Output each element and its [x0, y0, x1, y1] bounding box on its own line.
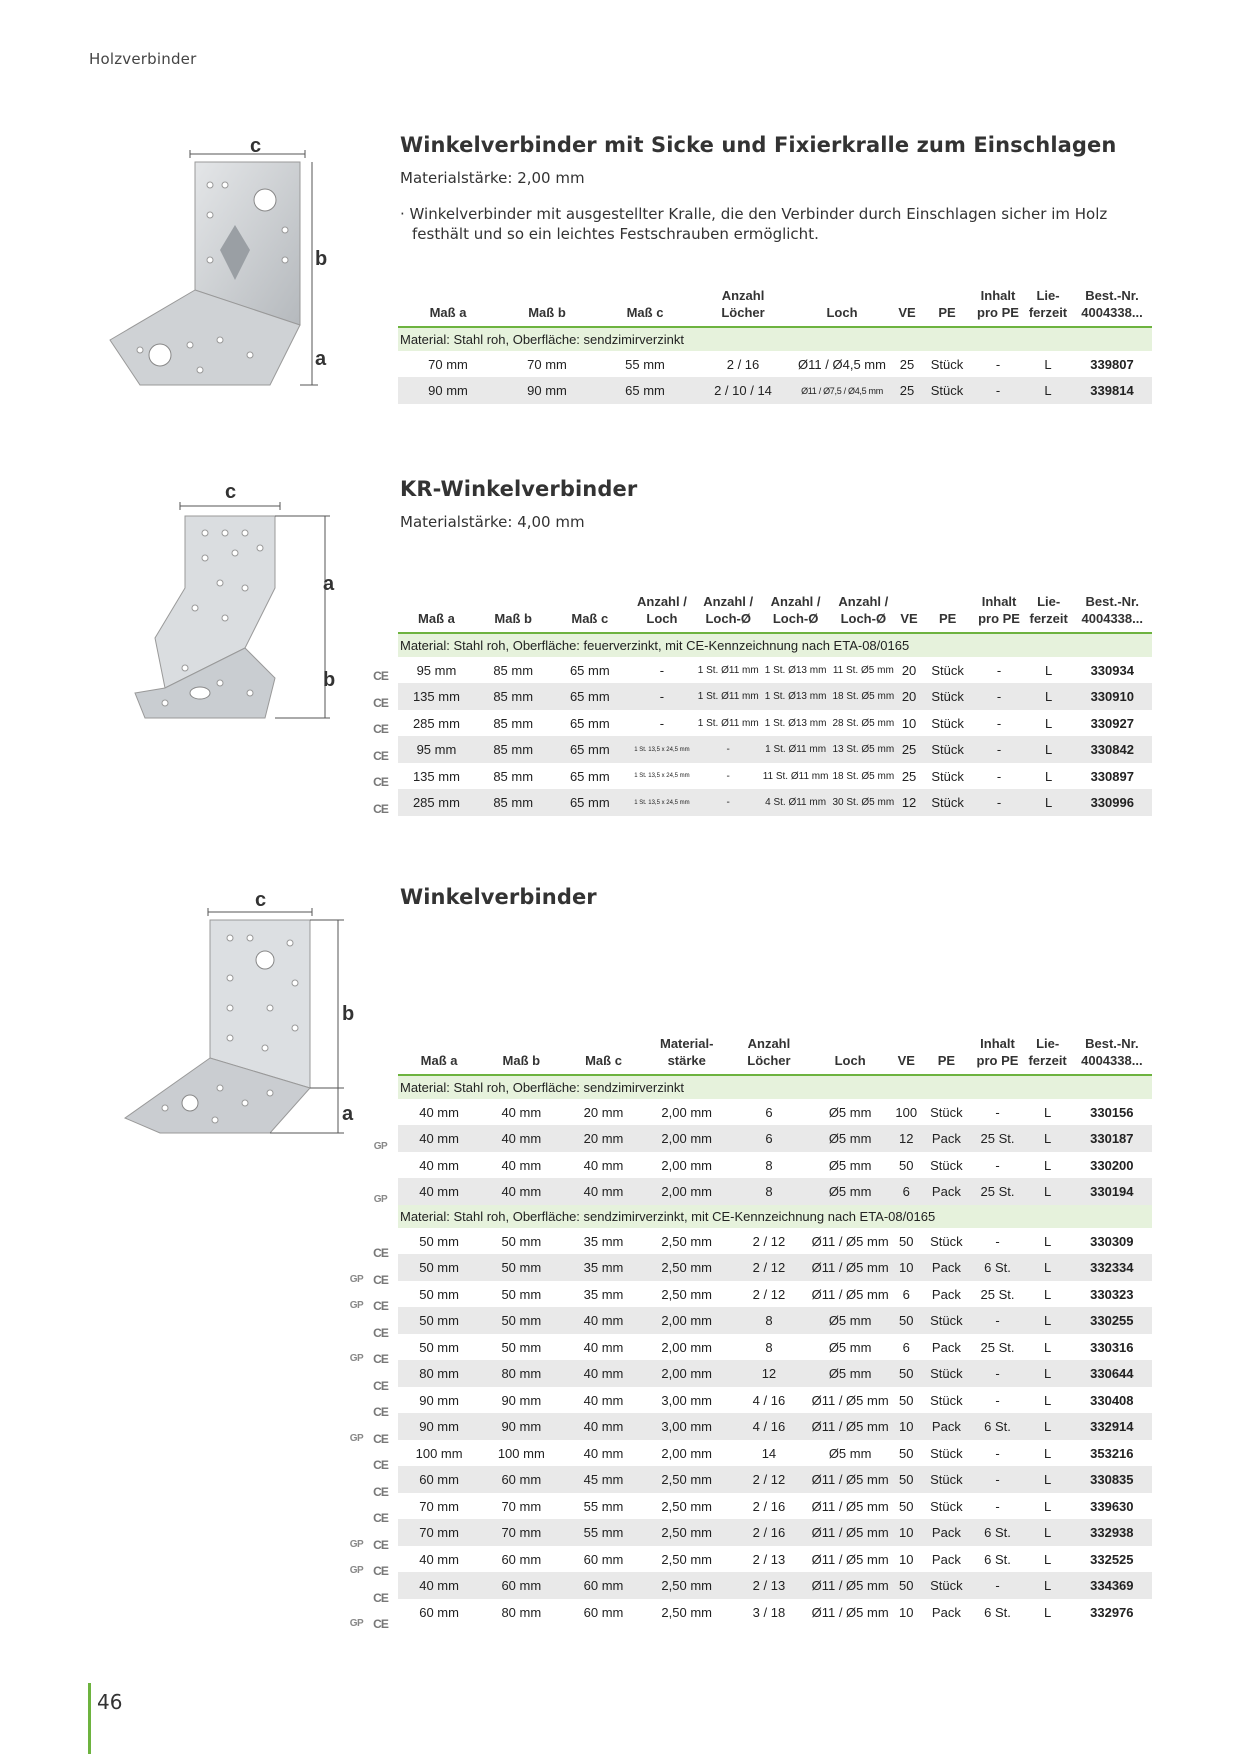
table-row: 285 mm 85 mm 65 mm 1 St. 13,5 x 24,5 mm - 4 St. Ø11 mm 30 St. Ø5 mm 12 Stück - L 330996	[398, 789, 1152, 816]
section-title: Winkelverbinder mit Sicke und Fixierkralle zum Einschlagen	[400, 133, 1117, 157]
section-1	[400, 133, 1152, 244]
ce-icon: CE	[373, 1405, 388, 1419]
material-row: Material: Stahl roh, Oberfläche: feuerverzinkt, mit CE-Kennzeichnung nach ETA-08/0165	[398, 633, 1152, 657]
table-row: 70 mm 70 mm 55 mm 2 / 16 Ø11 / Ø4,5 mm 25 Stück - L 339807	[428, 356, 1134, 372]
table-row: 70 mm 70 mm 55 mm 2,50 mm 2 / 16 Ø11 / Ø5 mm 10 Pack 6 St. L 332938	[398, 1519, 1152, 1546]
dim-label-b: b	[323, 669, 336, 691]
dim-label-a: a	[342, 1103, 354, 1125]
dim-label-c: c	[250, 140, 262, 157]
ce-icon: CE	[373, 1538, 388, 1552]
gp-icon: GP	[349, 1300, 364, 1311]
dim-label-b: b	[342, 1003, 355, 1025]
table-row: 95 mm 85 mm 65 mm 1 St. 13,5 x 24,5 mm - 1 St. Ø11 mm 13 St. Ø5 mm 25 Stück - L 330842	[398, 736, 1152, 763]
ce-icon: CE	[373, 1458, 388, 1472]
ce-icon: CE	[373, 1273, 388, 1287]
table-row: 135 mm 85 mm 65 mm - 1 St. Ø11 mm 1 St. Ø13 mm 18 St. Ø5 mm 20 Stück - L 330910	[398, 683, 1152, 710]
table-row: 40 mm 40 mm 20 mm 2,00 mm 6 Ø5 mm 12 Pack 25 St. L 330187	[398, 1125, 1152, 1152]
material-thickness: Materialstärke: 2,00 mm	[400, 169, 585, 187]
table-row: 40 mm 60 mm 60 mm 2,50 mm 2 / 13 Ø11 / Ø5 mm 50 Stück - L 334369	[398, 1572, 1152, 1599]
table-row: 285 mm 85 mm 65 mm - 1 St. Ø11 mm 1 St. Ø13 mm 28 St. Ø5 mm 10 Stück - L 330927	[412, 715, 1134, 731]
ce-icon: CE	[373, 1299, 388, 1313]
table-header: Maß a Maß b Maß c Anzahl Löcher Loch VE PE Inhalt pro PE Lie- ferzeit Best.-Nr. 4004338...	[398, 288, 1152, 327]
product-image-winkelverbinder	[120, 888, 360, 1138]
table-header: Maß a Maß b Maß c Material- stärke Anzahl Löcher Loch VE PE Inhalt pro PE Lie- ferzeit Best.-Nr. 4004338...	[398, 1036, 1152, 1075]
ce-icon: CE	[373, 1591, 388, 1605]
table-row: 90 mm 90 mm 65 mm 2 / 10 / 14 Ø11 / Ø7,5 / Ø4,5 mm 25 Stück - L 339814	[398, 377, 1152, 404]
table-row: 95 mm 85 mm 65 mm - 1 St. Ø11 mm 1 St. Ø13 mm 11 St. Ø5 mm 20 Stück - L 330934	[416, 662, 1134, 678]
table-row: 50 mm 50 mm 40 mm 2,00 mm 8 Ø5 mm 6 Pack 25 St. L 330316	[419, 1339, 1134, 1355]
table-row: 50 mm 50 mm 40 mm 2,00 mm 8 Ø5 mm 50 Stück - L 330255	[398, 1307, 1152, 1334]
ce-icon: CE	[373, 696, 388, 710]
ce-icon: CE	[373, 1617, 388, 1631]
ce-icon: CE	[373, 1379, 388, 1393]
dim-label-a: a	[323, 573, 335, 595]
gp-icon: GP	[349, 1618, 364, 1629]
product-table-3	[398, 1036, 1152, 1625]
table-row: 60 mm 80 mm 60 mm 2,50 mm 3 / 18 Ø11 / Ø5 mm 10 Pack 6 St. L 332976	[419, 1604, 1134, 1620]
table-row: 60 mm 60 mm 45 mm 2,50 mm 2 / 12 Ø11 / Ø5 mm 50 Stück - L 330835	[398, 1466, 1152, 1493]
ce-icon: CE	[373, 802, 388, 816]
section-title: KR-Winkelverbinder	[400, 477, 638, 501]
section-3	[400, 885, 1152, 909]
ce-icon: CE	[373, 749, 388, 763]
table-row: 80 mm 80 mm 40 mm 2,00 mm 12 Ø5 mm 50 Stück - L 330644	[398, 1360, 1152, 1387]
ce-icon: CE	[373, 1352, 388, 1366]
product-table-1	[398, 288, 1152, 404]
ce-icon: CE	[373, 1485, 388, 1499]
ce-icon: CE	[373, 775, 388, 789]
ce-icon: CE	[373, 1246, 388, 1260]
table-row: 70 mm 70 mm 55 mm 2,50 mm 2 / 16 Ø11 / Ø5 mm 50 Stück - L 339630	[419, 1498, 1134, 1514]
dim-label-a: a	[315, 348, 327, 370]
running-head: Holzverbinder	[89, 50, 197, 68]
table-row: 40 mm 40 mm 20 mm 2,00 mm 6 Ø5 mm 100 Stück - L 330156	[419, 1104, 1134, 1120]
gp-icon: GP	[349, 1274, 364, 1285]
ce-icon: CE	[373, 1326, 388, 1340]
table-row: 90 mm 90 mm 40 mm 3,00 mm 4 / 16 Ø11 / Ø5 mm 10 Pack 6 St. L 332914	[398, 1413, 1152, 1440]
table-row: 90 mm 90 mm 40 mm 3,00 mm 4 / 16 Ø11 / Ø5 mm 50 Stück - L 330408	[419, 1392, 1134, 1408]
table-row: 40 mm 40 mm 40 mm 2,00 mm 8 Ø5 mm 6 Pack 25 St. L 330194	[398, 1178, 1152, 1205]
gp-icon: GP	[373, 1194, 388, 1205]
section-title: Winkelverbinder	[400, 885, 597, 909]
ce-icon: CE	[373, 1564, 388, 1578]
material-row: Material: Stahl roh, Oberfläche: sendzimirverzinkt, mit CE-Kennzeichnung nach ETA-08/0165	[398, 1205, 1152, 1228]
table-row: 50 mm 50 mm 35 mm 2,50 mm 2 / 12 Ø11 / Ø5 mm 50 Stück - L 330309	[419, 1233, 1134, 1249]
ce-icon: CE	[373, 1511, 388, 1525]
ce-icon: CE	[373, 722, 388, 736]
material-row: Material: Stahl roh, Oberfläche: sendzimirverzinkt	[398, 1075, 1152, 1099]
ce-icon: CE	[373, 669, 388, 683]
table-row: 40 mm 60 mm 60 mm 2,50 mm 2 / 13 Ø11 / Ø5 mm 10 Pack 6 St. L 332525	[419, 1551, 1134, 1567]
table-row: 100 mm 100 mm 40 mm 2,00 mm 14 Ø5 mm 50 Stück - L 353216	[415, 1445, 1134, 1461]
table-header: Maß a Maß b Maß c Anzahl / Loch Anzahl / Loch-Ø Anzahl / Loch-Ø Anzahl / Loch-Ø VE PE Inhalt pro PE Lie- ferzeit Best.-Nr. 4004338...	[398, 594, 1152, 633]
dim-label-c: c	[225, 481, 237, 503]
page-number: 46	[97, 1690, 123, 1714]
page-number-rule	[88, 1683, 91, 1754]
material-row: Material: Stahl roh, Oberfläche: sendzimirverzinkt	[398, 327, 1152, 351]
gp-icon: GP	[349, 1353, 364, 1364]
product-image-winkelverbinder-sicke	[100, 140, 340, 390]
gp-icon: GP	[349, 1565, 364, 1576]
table-row: 40 mm 40 mm 40 mm 2,00 mm 8 Ø5 mm 50 Stück - L 330200	[419, 1157, 1134, 1173]
dim-label-b: b	[315, 248, 328, 270]
table-row: 50 mm 50 mm 35 mm 2,50 mm 2 / 12 Ø11 / Ø5 mm 10 Pack 6 St. L 332334	[398, 1254, 1152, 1281]
gp-icon: GP	[349, 1539, 364, 1550]
ce-icon: CE	[373, 1432, 388, 1446]
material-thickness: Materialstärke: 4,00 mm	[400, 513, 585, 531]
gp-icon: GP	[373, 1141, 388, 1152]
table-row: 50 mm 50 mm 35 mm 2,50 mm 2 / 12 Ø11 / Ø5 mm 6 Pack 25 St. L 330323	[419, 1286, 1134, 1302]
product-image-kr-winkelverbinder	[125, 478, 345, 728]
table-row: 135 mm 85 mm 65 mm 1 St. 13,5 x 24,5 mm - 11 St. Ø11 mm 18 St. Ø5 mm 25 Stück - L 330897	[412, 768, 1134, 784]
feature-bullet: · Winkelverbinder mit ausgestellter Kralle, die den Verbinder durch Einschlagen sicher im Holz festhält und so ein leichtes Festschrauben ermöglicht.	[400, 205, 1108, 243]
product-table-2	[398, 594, 1152, 816]
gp-icon: GP	[349, 1433, 364, 1444]
dim-label-c: c	[255, 889, 267, 911]
section-2	[400, 477, 1152, 531]
